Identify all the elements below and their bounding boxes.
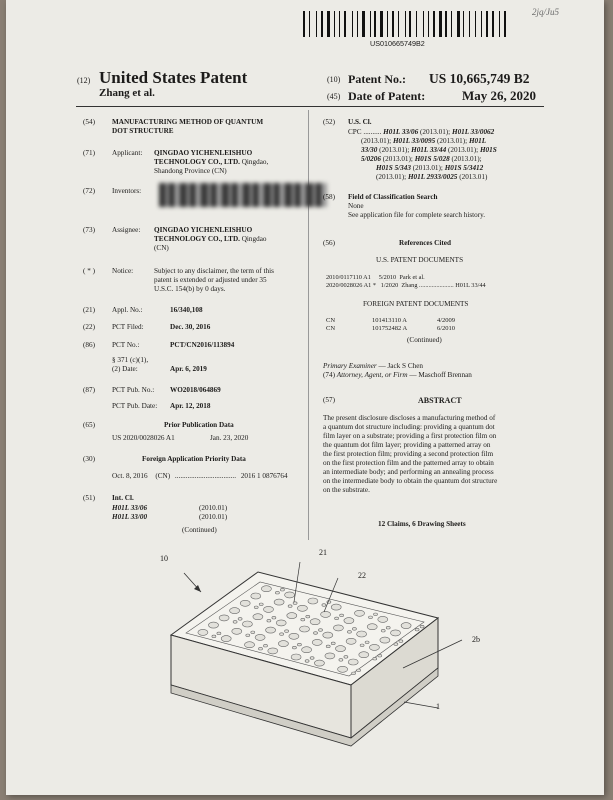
field-of-search-none: None — [348, 202, 364, 210]
foreign-priority-row: Oct. 8, 2016 (CN) .................................. 2016 1 0876764 — [112, 472, 288, 480]
quantum-dot — [285, 592, 295, 598]
code-54: (54) — [83, 118, 95, 126]
quantum-dot — [326, 645, 330, 648]
quantum-dot — [305, 660, 309, 663]
cpc-line-2: (2013.01); H01L 33/0095 (2013.01); H01L — [361, 137, 487, 145]
quantum-dot — [293, 602, 297, 605]
quantum-dot — [352, 672, 356, 675]
patent-number: US 10,665,749 B2 — [429, 71, 530, 86]
abstract-heading: ABSTRACT — [418, 396, 462, 405]
quantum-dot — [246, 634, 250, 637]
document-title: United States Patent — [99, 68, 248, 87]
prior-publication-date: Jan. 23, 2020 — [210, 434, 249, 442]
quantum-dot — [198, 629, 208, 635]
quantum-dot — [272, 616, 276, 619]
int-cl-2: H01L 33/00 — [112, 513, 148, 521]
pct-filed-label: PCT Filed: — [112, 323, 144, 331]
code-56: (56) — [323, 239, 335, 247]
references-continued: (Continued) — [407, 336, 442, 344]
code-22: (22) — [83, 323, 95, 331]
pct-filed: Dec. 30, 2016 — [170, 323, 211, 331]
pct-pub-date: Apr. 12, 2018 — [170, 402, 211, 410]
quantum-dot — [230, 608, 240, 614]
us-docs-heading: U.S. PATENT DOCUMENTS — [376, 256, 464, 264]
quantum-dot — [297, 643, 301, 646]
quantum-dot — [242, 621, 252, 627]
quantum-dot — [367, 624, 377, 630]
code-52: (52) — [323, 118, 335, 126]
assignee-line-2: TECHNOLOGY CO., LTD. Qingdao — [154, 235, 267, 243]
attorney-agent: (74) Attorney, Agent, or Firm — Maschoff Brennan — [323, 371, 472, 379]
quantum-dot — [255, 634, 265, 640]
quantum-dot — [219, 615, 229, 621]
abstract-line: on the first protection film and the patterned array to obtain — [323, 459, 494, 467]
quantum-dot — [261, 586, 271, 592]
pct-pub-no-label: PCT Pub. No.: — [112, 386, 155, 394]
references-heading: References Cited — [399, 239, 451, 247]
quantum-dot-figure — [6, 540, 604, 760]
foreign-priority-heading: Foreign Application Priority Data — [142, 455, 246, 463]
abstract-line: on the substrate. — [323, 486, 370, 494]
abstract-line: the quantum dot film layer; providing a patterned array on — [323, 441, 491, 449]
quantum-dot — [369, 644, 379, 650]
quantum-dot — [221, 636, 231, 642]
int-cl-2-date: (2010.01) — [199, 513, 228, 521]
quantum-dot — [291, 654, 301, 660]
redacted-inventors — [159, 183, 327, 207]
quantum-dot — [325, 653, 335, 659]
foreign-doc-2: CN 101752482 A 6/2010 — [326, 325, 456, 332]
quantum-dot — [301, 618, 305, 621]
quantum-dot — [344, 656, 348, 659]
abstract-line: The present disclosure discloses a manufacturing method of — [323, 414, 496, 422]
inventors-label: Inventors: — [112, 187, 142, 195]
prior-publication-number: US 2020/0028026 A1 — [112, 434, 175, 442]
pct-pub-date-label: PCT Pub. Date: — [112, 402, 158, 410]
quantum-dot — [264, 644, 268, 647]
patent-number-label: Patent No.: — [348, 72, 406, 86]
assignee-line-1: QINGDAO YICHENLEISHUO — [154, 226, 253, 234]
quantum-dot — [310, 619, 320, 625]
quantum-dot — [420, 625, 424, 628]
quantum-dot — [308, 598, 318, 604]
us-doc-2: 2020/0028026 A1 * 1/2020 Zhang ...................... H01L 33/44 — [326, 282, 486, 289]
quantum-dot — [333, 625, 343, 631]
quantum-dot — [378, 654, 382, 657]
quantum-dot — [369, 616, 373, 619]
abstract-line: an intermediate body; and performing an annealing process — [323, 468, 494, 476]
quantum-dot — [346, 638, 356, 644]
abstract-line: the first protection film; providing a second protection film — [323, 450, 494, 458]
quantum-dot — [314, 660, 324, 666]
quantum-dot — [331, 604, 341, 610]
code-notice: ( * ) — [83, 267, 95, 275]
date-of-patent: May 26, 2020 — [462, 88, 537, 103]
quantum-dot — [232, 628, 242, 634]
abstract-line: a quantum dot structure including: providing a quantum dot — [323, 423, 495, 431]
quantum-dot — [251, 631, 255, 634]
quantum-dot — [276, 620, 286, 626]
quantum-dot — [394, 643, 398, 646]
date-of-patent-label: Date of Patent: — [348, 89, 426, 103]
quantum-dot — [338, 666, 348, 672]
applicant-line-1: QINGDAO YICHENLEISHUO — [154, 149, 253, 157]
quantum-dot — [415, 628, 419, 631]
quantum-dot — [264, 606, 274, 612]
quantum-dot — [288, 605, 292, 608]
quantum-dot — [289, 633, 299, 639]
notice-line-3: U.S.C. 154(b) by 0 days. — [154, 285, 226, 293]
prior-publication-heading: Prior Publication Data — [164, 421, 234, 429]
barcode — [303, 11, 513, 37]
pct-no: PCT/CN2016/113894 — [170, 341, 235, 349]
quantum-dot — [336, 646, 346, 652]
quantum-dot — [268, 648, 278, 654]
barcode-number: US010665749B2 — [370, 39, 425, 48]
quantum-dot — [274, 599, 284, 605]
quantum-dot — [380, 637, 390, 643]
cpc-line-3: 33/30 (2013.01); H01L 33/44 (2013.01); H01S — [361, 146, 497, 154]
quantum-dot — [280, 588, 284, 591]
quantum-dot — [302, 647, 312, 653]
quantum-dot — [287, 613, 297, 619]
quantum-dot — [312, 639, 322, 645]
code-12: (12) — [77, 76, 91, 85]
quantum-dot — [267, 619, 271, 622]
quantum-dot — [254, 606, 258, 609]
quantum-dot — [300, 626, 310, 632]
figure-label-2b: 2b — [472, 635, 480, 644]
patent-page — [6, 0, 604, 795]
appl-no: 16/340,108 — [170, 306, 203, 314]
quantum-dot — [233, 621, 237, 624]
foreign-docs-heading: FOREIGN PATENT DOCUMENTS — [363, 300, 469, 308]
quantum-dot — [348, 659, 358, 665]
s371-line-1: § 371 (c)(1), — [112, 356, 149, 364]
figure-label-10: 10 — [160, 554, 168, 563]
quantum-dot — [322, 604, 326, 607]
quantum-dot — [251, 593, 261, 599]
quantum-dot — [240, 600, 250, 606]
quantum-dot — [386, 626, 390, 629]
quantum-dot — [381, 629, 385, 632]
quantum-dot — [278, 641, 288, 647]
quantum-dot — [355, 610, 365, 616]
code-30: (30) — [83, 455, 95, 463]
quantum-dot — [378, 616, 388, 622]
quantum-dot — [339, 659, 343, 662]
quantum-dot — [347, 631, 351, 634]
quantum-dot — [275, 591, 279, 594]
quantum-dot — [321, 611, 331, 617]
quantum-dot — [391, 630, 401, 636]
int-cl-continued: (Continued) — [182, 526, 217, 534]
code-71: (71) — [83, 149, 95, 157]
pct-pub-no: WO2018/064869 — [170, 386, 221, 394]
s371-line-2: (2) Date: — [112, 365, 138, 373]
notice-line-2: patent is extended or adjusted under 35 — [154, 276, 267, 284]
primary-examiner: Primary Examiner — Jack S Chen — [323, 362, 424, 370]
code-57: (57) — [323, 396, 335, 404]
code-51: (51) — [83, 494, 95, 502]
cpc-line-4: 5/0206 (2013.01); H01S 5/028 (2013.01); — [361, 155, 482, 163]
int-cl-1: H01L 33/06 — [112, 504, 148, 512]
code-45: (45) — [327, 92, 341, 101]
inventor-short: Zhang et al. — [99, 87, 155, 99]
quantum-dot — [259, 647, 263, 650]
quantum-dot — [285, 630, 289, 633]
figure-label-21: 21 — [319, 548, 327, 557]
column-divider — [308, 110, 309, 540]
quantum-dot — [365, 641, 369, 644]
quantum-dot — [357, 631, 367, 637]
us-cl-label: U.S. Cl. — [348, 118, 372, 126]
quantum-dot — [245, 642, 255, 648]
quantum-dot — [323, 632, 333, 638]
field-of-search-see: See application file for complete search history. — [348, 211, 486, 219]
quantum-dot — [340, 614, 344, 617]
invention-title-1: MANUFACTURING METHOD OF QUANTUM — [112, 118, 264, 126]
assignee-line-3: (CN) — [154, 244, 169, 252]
quantum-dot — [335, 617, 339, 620]
code-86: (86) — [83, 341, 95, 349]
int-cl-label: Int. Cl. — [112, 494, 134, 502]
quantum-dot — [401, 623, 411, 629]
us-doc-1: 2010/0117110 A1 5/2010 Park et al. — [326, 274, 425, 281]
code-65: (65) — [83, 421, 95, 429]
claims-summary: 12 Claims, 6 Drawing Sheets — [378, 520, 466, 528]
quantum-dot — [217, 632, 221, 635]
quantum-dot — [359, 652, 369, 658]
quantum-dot — [399, 640, 403, 643]
code-73: (73) — [83, 226, 95, 234]
quantum-dot — [209, 622, 219, 628]
quantum-dot — [259, 603, 263, 606]
quantum-dot — [314, 632, 318, 635]
notice-line-1: Subject to any disclaimer, the term of this — [154, 267, 274, 275]
notice-label: Notice: — [112, 267, 134, 275]
code-10: (10) — [327, 75, 341, 84]
int-cl-1-date: (2010.01) — [199, 504, 228, 512]
quantum-dot — [306, 615, 310, 618]
appl-no-label: Appl. No.: — [112, 306, 143, 314]
figure-label-1: 1 — [436, 702, 440, 711]
pct-no-label: PCT No.: — [112, 341, 140, 349]
foreign-doc-1: CN 101413110 A 4/2009 — [326, 317, 456, 324]
assignee-label: Assignee: — [112, 226, 141, 234]
applicant-line-3: Shandong Province (CN) — [154, 167, 227, 175]
s371-date: Apr. 6, 2019 — [170, 365, 207, 373]
quantum-dot — [310, 657, 314, 660]
quantum-dot — [331, 642, 335, 645]
quantum-dot — [238, 618, 242, 621]
quantum-dot — [374, 613, 378, 616]
code-72: (72) — [83, 187, 95, 195]
applicant-label: Applicant: — [112, 149, 143, 157]
quantum-dot — [297, 605, 307, 611]
quantum-dot — [253, 614, 263, 620]
invention-title-2: DOT STRUCTURE — [112, 127, 174, 135]
figure-label-22: 22 — [358, 571, 366, 580]
quantum-dot — [292, 646, 296, 649]
code-58: (58) — [323, 193, 335, 201]
quantum-dot — [212, 635, 216, 638]
quantum-dot — [357, 669, 361, 672]
quantum-dot — [373, 657, 377, 660]
quantum-dot — [344, 618, 354, 624]
quantum-dot — [280, 633, 284, 636]
quantum-dot — [352, 628, 356, 631]
cpc-line-1: CPC .......... H01L 33/06 (2013.01); H01L 33/0062 — [348, 128, 495, 136]
code-21: (21) — [83, 306, 95, 314]
field-of-search-heading: Field of Classification Search — [348, 193, 438, 201]
cpc-line-6: (2013.01); H01L 2933/0025 (2013.01) — [376, 173, 488, 181]
header-rule — [76, 106, 544, 107]
quantum-dot — [360, 644, 364, 647]
abstract-line: film layer on a substrate; providing a first protection film on — [323, 432, 497, 440]
handwritten-stamp: 2jq/Ju5 — [532, 7, 559, 17]
quantum-dot — [319, 629, 323, 632]
code-87: (87) — [83, 386, 95, 394]
quantum-dot — [266, 627, 276, 633]
cpc-line-5: H01S 5/343 (2013.01); H01S 5/3412 — [376, 164, 484, 172]
abstract-line: on the intermediate body to obtain the quantum dot structure — [323, 477, 498, 485]
applicant-line-2: TECHNOLOGY CO., LTD. Qingdao, — [154, 158, 269, 166]
